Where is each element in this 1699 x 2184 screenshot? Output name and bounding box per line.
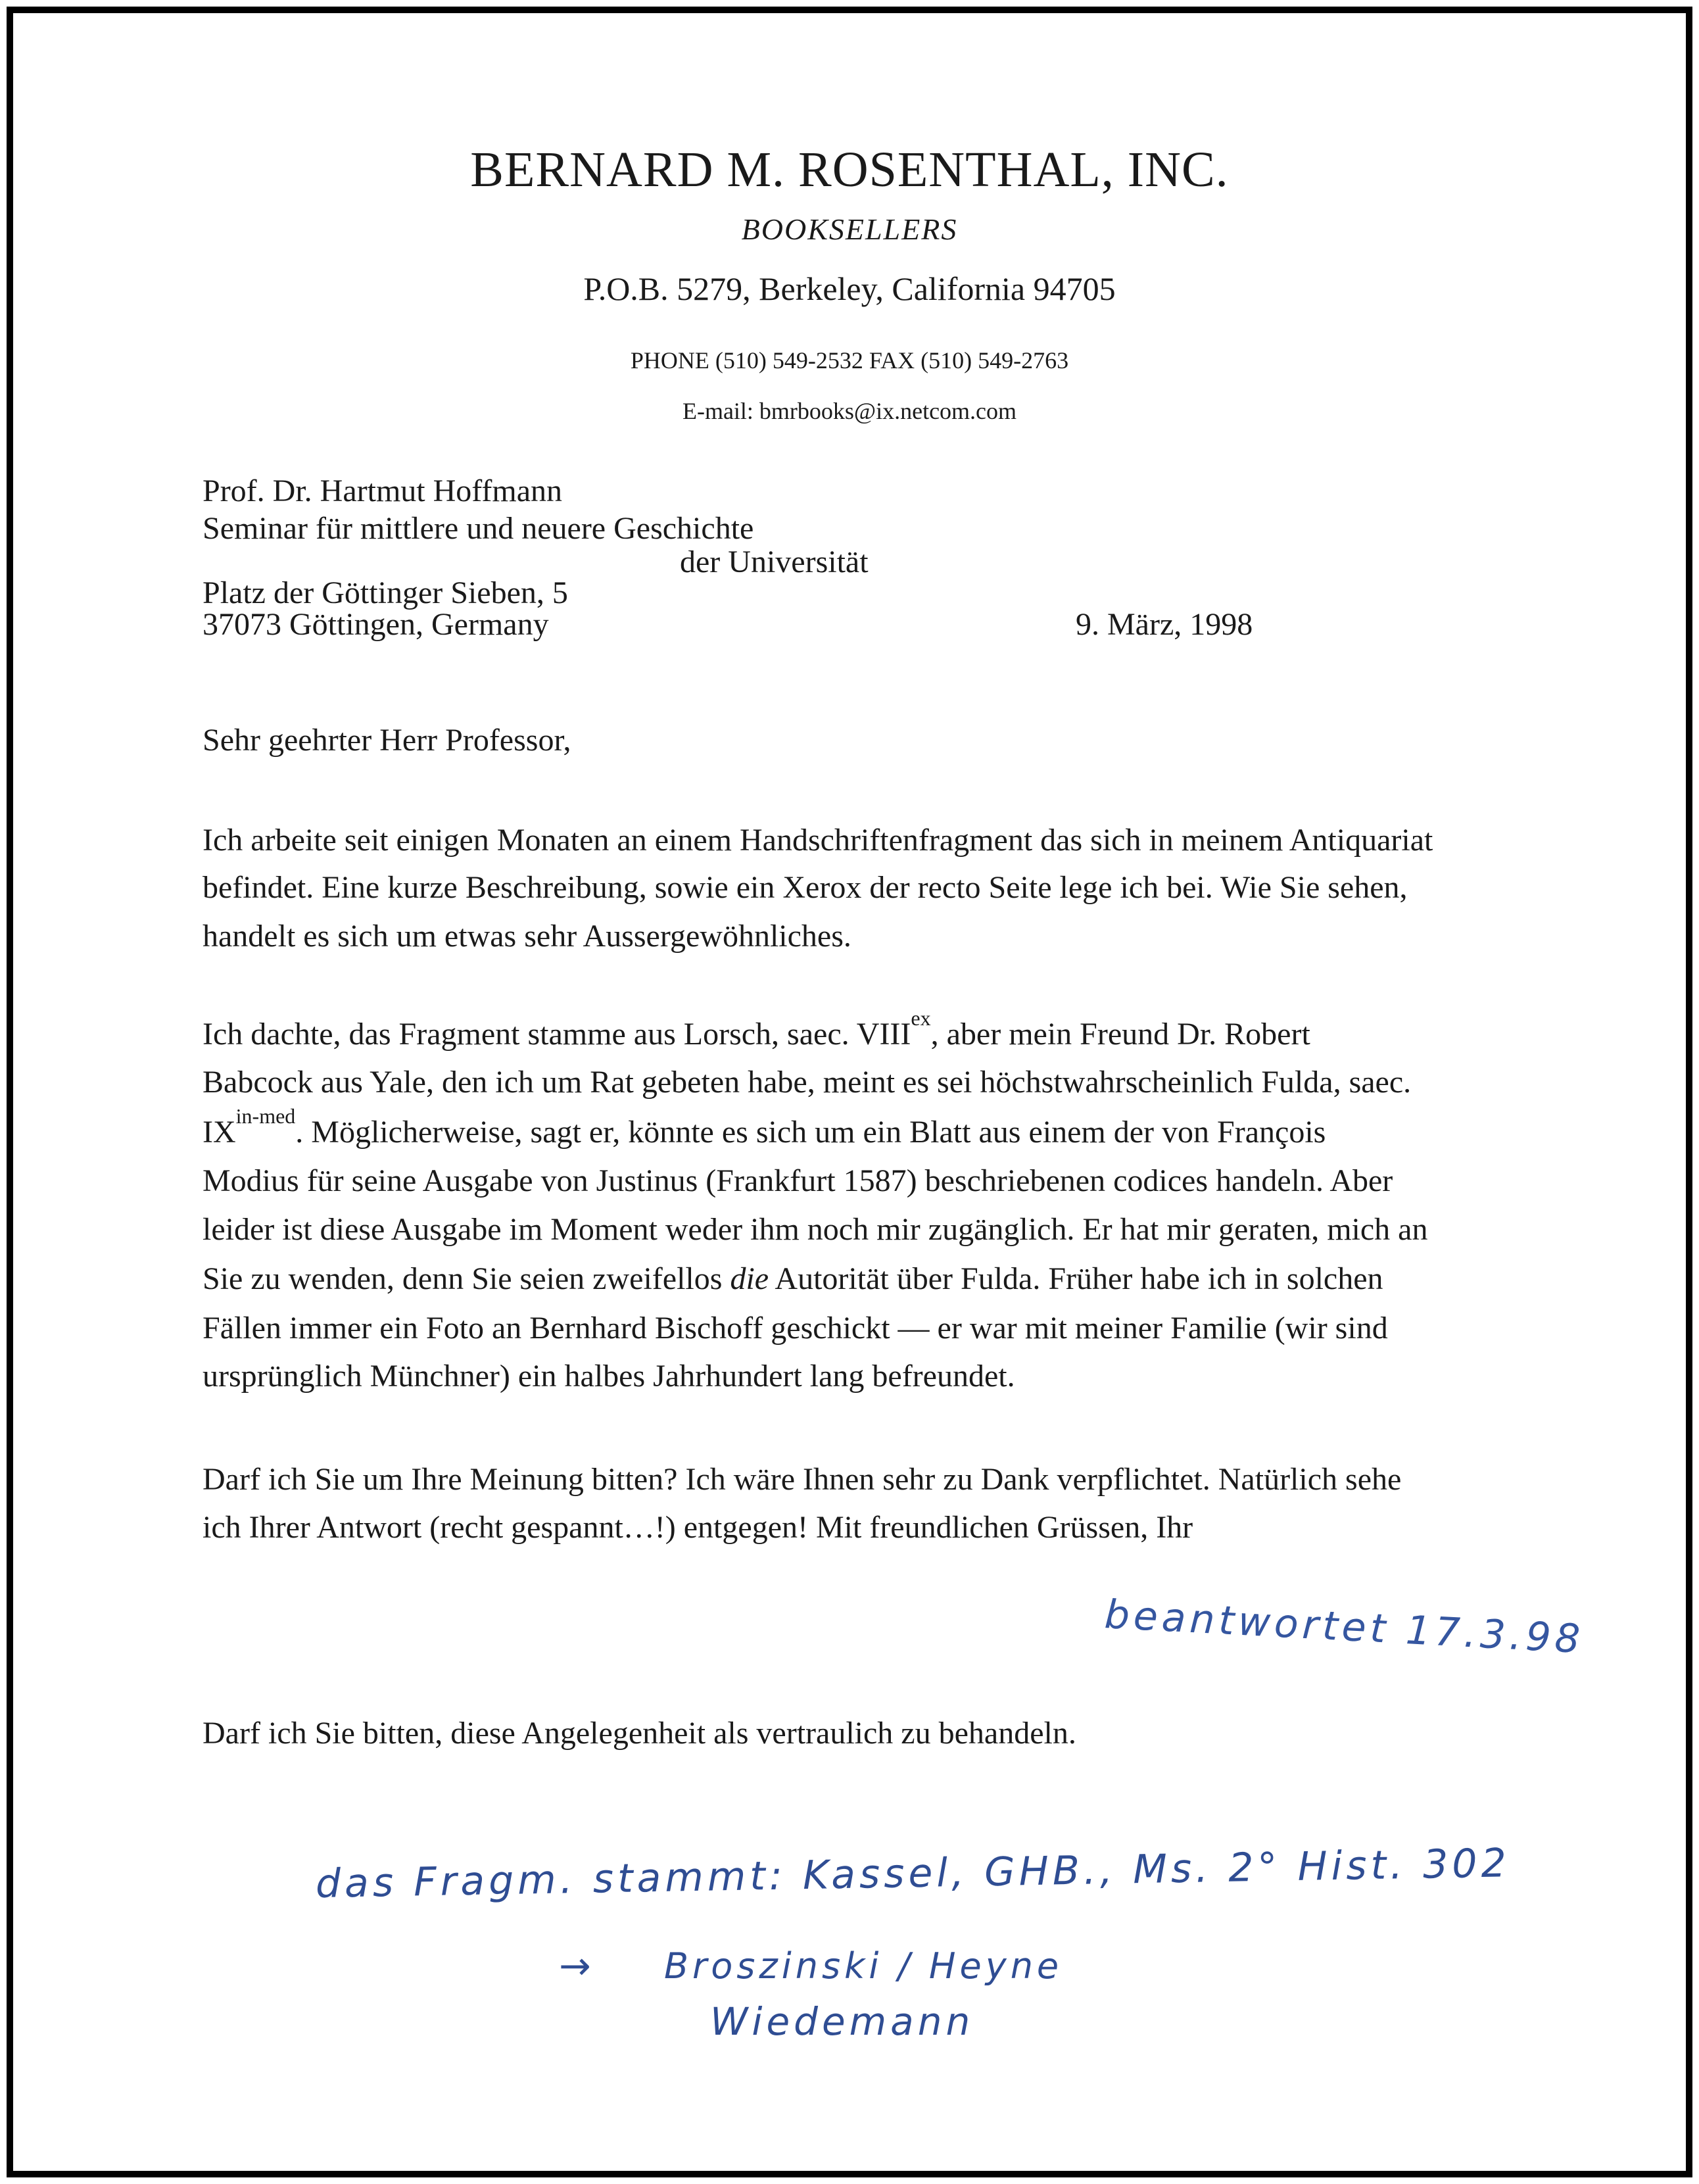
letter-date: 9. März, 1998: [1076, 607, 1253, 642]
text-run: Sie zu wenden, denn Sie seien zweifellos: [203, 1261, 730, 1296]
letterhead-phone: PHONE (510) 549-2532 FAX (510) 549-2763: [630, 347, 1069, 374]
text-run: , aber mein Freund Dr. Robert: [930, 1017, 1310, 1052]
text-run: Autorität über Fulda. Früher habe ich in solchen: [769, 1261, 1383, 1296]
handwritten-note-line: das Fragm. stammt: Kassel, GHB., Ms. 2° Hist. 302: [315, 1840, 1511, 1907]
paragraph2-line: [203, 1006, 1310, 1052]
paragraph1-line: befindet. Eine kurze Beschreibung, sowie ein Xerox der recto Seite lege ich bei. Wie Sie sehen,: [203, 870, 1408, 905]
paragraph2-line: ursprünglich Münchner) ein halbes Jahrhundert lang befreundet.: [203, 1359, 1015, 1394]
superscript: in-med: [235, 1104, 296, 1128]
salutation: Sehr geehrter Herr Professor,: [203, 723, 571, 758]
superscript: ex: [911, 1006, 931, 1031]
paragraph2-line: Babcock aus Yale, den ich um Rat gebeten habe, meint es sei höchstwahrscheinlich Fulda, saec.: [203, 1065, 1412, 1100]
letterhead-address: P.O.B. 5279, Berkeley, California 94705: [583, 270, 1116, 307]
letterhead-name: BERNARD M. ROSENTHAL, INC.: [470, 142, 1229, 197]
paragraph2-line: leider ist diese Ausgabe im Moment weder ihm noch mir zugänglich. Er hat mir geraten, mich an: [203, 1212, 1428, 1247]
handwritten-reply-date: beantwortet 17.3.98: [1103, 1591, 1585, 1663]
postscript: Darf ich Sie bitten, diese Angelegenheit als vertraulich zu behandeln.: [203, 1716, 1076, 1751]
letterhead-subtitle: BOOKSELLERS: [741, 212, 958, 246]
text-run: IX: [203, 1115, 236, 1150]
arrow-icon: →: [559, 1943, 595, 1988]
text-run: Ich dachte, das Fragment stamme aus Lorsch, saec. VIII: [203, 1017, 911, 1052]
paragraph2-line: [203, 1261, 1383, 1297]
handwritten-note-line: Broszinski / Heyne: [664, 1945, 1063, 1987]
paragraph1-line: Ich arbeite seit einigen Monaten an einem Handschriftenfragment das sich in meinem Antiquariat: [203, 823, 1433, 858]
recipient-city: 37073 Göttingen, Germany: [203, 607, 549, 642]
paragraph3-line: Darf ich Sie um Ihre Meinung bitten? Ich wäre Ihnen sehr zu Dank verpflichtet. Natürlich sehe: [203, 1462, 1402, 1497]
recipient-department: Seminar für mittlere und neuere Geschichte: [203, 511, 754, 546]
paragraph1-line: handelt es sich um etwas sehr Aussergewöhnliches.: [203, 919, 851, 954]
paragraph3-line: ich Ihrer Antwort (recht gespannt…!) entgegen! Mit freundlichen Grüssen, Ihr: [203, 1510, 1193, 1545]
recipient-name: Prof. Dr. Hartmut Hoffmann: [203, 473, 563, 508]
recipient-university: der Universität: [680, 545, 869, 579]
paragraph2-line: Modius für seine Ausgabe von Justinus (Frankfurt 1587) beschriebenen codices handeln. Aber: [203, 1163, 1393, 1198]
letterhead-email: E-mail: bmrbooks@ix.netcom.com: [682, 398, 1017, 424]
handwritten-note-line: Wiedemann: [710, 1999, 974, 2044]
paragraph2-line: Fällen immer ein Foto an Bernhard Bischoff geschickt — er war mit meiner Familie (wir sind: [203, 1311, 1388, 1346]
text-run: . Möglicherweise, sagt er, könnte es sich um ein Blatt aus einem der von François: [295, 1115, 1326, 1150]
emphasis: die: [730, 1261, 769, 1296]
paragraph2-line: [203, 1104, 1326, 1150]
recipient-street: Platz der Göttinger Sieben, 5: [203, 575, 568, 610]
